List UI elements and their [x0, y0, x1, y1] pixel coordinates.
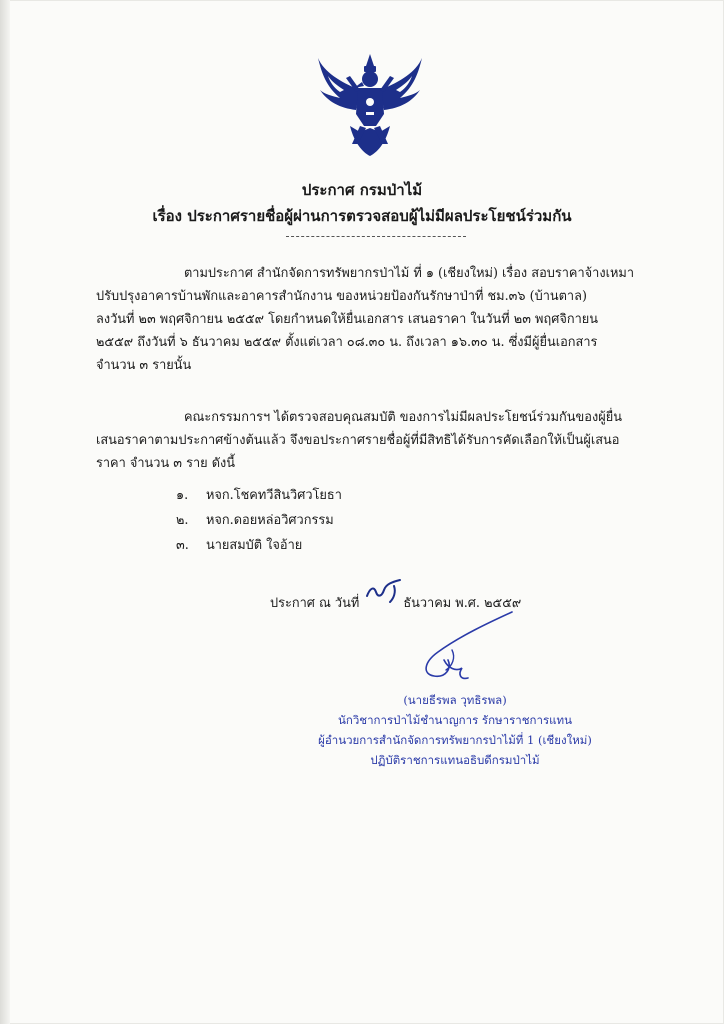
list-item-name: หจก.โชคทวีสินวิศวโยธา — [206, 488, 342, 503]
paragraph-announcement-reference — [96, 262, 656, 377]
announcement-subject: เรื่อง ประกาศรายชื่อผู้ผ่านการตรวจสอบผู้ไม่มีผลประโยชน์ร่วมกัน — [152, 207, 572, 225]
title-divider — [286, 236, 466, 237]
date-month-year: ธันวาคม พ.ศ. ๒๕๕๙ — [403, 596, 522, 611]
signatory-position: ปฏิบัติราชการแทนอธิบดีกรมป่าไม้ — [370, 753, 540, 767]
list-item-name: หจก.ดอยหล่อวิศวกรรม — [206, 513, 334, 528]
paragraph-line: ๒๕๕๙ ถึงวันที่ ๖ ธันวาคม ๒๕๕๙ ตั้งแต่เวลา ๐๘.๓๐ น. ถึงเวลา ๑๖.๓๐ น. ซึ่งมีผู้ยื่นเอกสาร — [96, 335, 598, 350]
paragraph-line: คณะกรรมการฯ ได้ตรวจสอบคุณสมบัติ ของการไม่มีผลประโยชน์ร่วมกันของผู้ยื่น — [184, 410, 622, 425]
page-edge — [0, 0, 10, 1024]
list-item — [176, 533, 342, 558]
paragraph-line: จำนวน ๓ รายนั้น — [96, 358, 192, 373]
signatory-position: นักวิชาการป่าไม้ชำนาญการ รักษาราชการแทน — [338, 713, 572, 727]
signatory-position: ผู้อำนวยการสำนักจัดการทรัพยากรป่าไม้ที่ 1 (เชียงใหม่) — [318, 733, 592, 747]
announcement-title: ประกาศ กรมป่าไม้ — [301, 181, 423, 199]
paragraph-line: ราคา จำนวน ๓ ราย ดังนี้ — [96, 456, 236, 471]
paragraph-line: เสนอราคาตามประกาศข้างต้นแล้ว จึงขอประกาศรายชื่อผู้ที่มีสิทธิได้รับการคัดเลือกให้เป็นผู้เสนอ — [96, 433, 620, 448]
list-item-number: ๒. — [176, 513, 189, 528]
list-item-number: ๓. — [176, 538, 189, 553]
date-prefix: ประกาศ ณ วันที่ — [270, 596, 360, 611]
garuda-emblem-icon — [310, 52, 430, 162]
list-item-number: ๑. — [176, 488, 189, 503]
list-item — [176, 483, 342, 508]
signature-mark — [400, 608, 540, 688]
list-item-name: นายสมบัติ ใจอ้าย — [206, 538, 303, 553]
signatory-name: (นายธีรพล วุทธิรพล) — [403, 693, 507, 707]
paragraph-line: ปรับปรุงอาคารบ้านพักและอาคารสำนักงาน ของหน่วยป้องกันรักษาป่าที่ ชม.๓๖ (บ้านตาล) — [96, 289, 587, 304]
paragraph-line: ลงวันที่ ๒๓ พฤศจิกายน ๒๕๕๙ โดยกำหนดให้ยื่นเอกสาร เสนอราคา ในวันที่ ๒๓ พฤศจิกายน — [96, 312, 599, 327]
paragraph-committee-result — [96, 406, 656, 475]
paragraph-line: ตามประกาศ สำนักจัดการทรัพยากรป่าไม้ ที่ ๑ (เชียงใหม่) เรื่อง สอบราคาจ้างเหมา — [184, 266, 635, 281]
list-item — [176, 508, 342, 533]
handwritten-day-mark — [364, 578, 404, 604]
bidder-list — [176, 483, 342, 558]
